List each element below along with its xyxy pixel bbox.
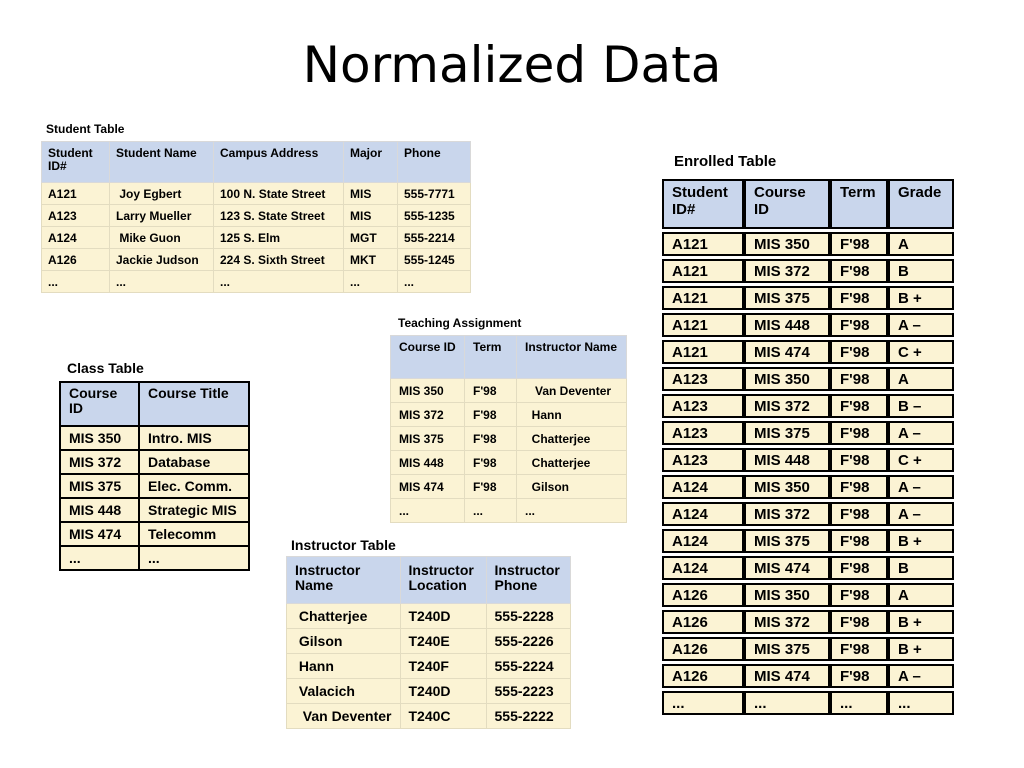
column-header: Instructor Name — [517, 336, 627, 379]
table-row — [42, 271, 471, 293]
table-row — [60, 546, 249, 570]
table-cell: C + — [888, 340, 954, 364]
table-cell: F'98 — [465, 451, 517, 475]
table-cell: MIS 372 — [744, 394, 830, 418]
table-row — [662, 556, 954, 580]
table-cell: MIS 474 — [391, 475, 465, 499]
table-cell: A – — [888, 313, 954, 337]
table-row — [662, 502, 954, 526]
table-row — [662, 340, 954, 364]
table-row — [662, 286, 954, 310]
table-cell: ... — [465, 499, 517, 523]
table-row — [60, 474, 249, 498]
table-cell: MIS 350 — [744, 367, 830, 391]
table-cell: T240D — [400, 604, 486, 629]
table-cell: Mike Guon — [110, 227, 214, 249]
table-cell: F'98 — [830, 583, 888, 607]
table-cell: A – — [888, 664, 954, 688]
column-header: Grade — [888, 179, 954, 229]
table-cell: B + — [888, 610, 954, 634]
table-cell: 555-2226 — [486, 629, 570, 654]
table-header-row — [662, 179, 954, 229]
table-cell: F'98 — [830, 232, 888, 256]
table-cell: Gilson — [287, 629, 401, 654]
table-cell: MIS 350 — [391, 379, 465, 403]
table-cell: MIS 448 — [744, 313, 830, 337]
table-cell: ... — [830, 691, 888, 715]
table-header-row — [60, 382, 249, 426]
table-row — [662, 367, 954, 391]
table-row — [42, 249, 471, 271]
table-cell: ... — [139, 546, 249, 570]
table-cell: A – — [888, 475, 954, 499]
table-cell: MIS 372 — [60, 450, 139, 474]
table-cell: A126 — [662, 637, 744, 661]
table-cell: A121 — [662, 232, 744, 256]
table-cell: F'98 — [830, 448, 888, 472]
column-header: Course ID — [391, 336, 465, 379]
table-cell: A123 — [662, 448, 744, 472]
table-cell: F'98 — [830, 313, 888, 337]
teaching-assignment-caption: Teaching Assignment — [398, 316, 522, 330]
column-header: Student Name — [110, 142, 214, 183]
table-cell: A124 — [662, 502, 744, 526]
table-cell: ... — [42, 271, 110, 293]
column-header: Course ID — [60, 382, 139, 426]
table-row — [662, 394, 954, 418]
table-cell: MIS 375 — [744, 421, 830, 445]
table-cell: MIS 372 — [391, 403, 465, 427]
table-cell: Intro. MIS — [139, 426, 249, 450]
table-row — [662, 259, 954, 283]
table-cell: MIS 448 — [391, 451, 465, 475]
table-cell: ... — [344, 271, 398, 293]
table-cell: 123 S. State Street — [214, 205, 344, 227]
table-cell: MIS 372 — [744, 259, 830, 283]
table-cell: MIS 372 — [744, 610, 830, 634]
table-cell: MIS 350 — [744, 232, 830, 256]
table-cell: Gilson — [517, 475, 627, 499]
table-cell: A124 — [662, 475, 744, 499]
table-cell: T240F — [400, 654, 486, 679]
table-cell: A123 — [662, 394, 744, 418]
table-row — [287, 679, 571, 704]
table-cell: ... — [398, 271, 471, 293]
table-cell: Van Deventer — [517, 379, 627, 403]
table-cell: F'98 — [830, 394, 888, 418]
table-cell: Database — [139, 450, 249, 474]
table-cell: ... — [888, 691, 954, 715]
column-header: Course Title — [139, 382, 249, 426]
table-cell: Telecomm — [139, 522, 249, 546]
table-cell: F'98 — [830, 475, 888, 499]
table-cell: MIS 375 — [744, 637, 830, 661]
table-cell: F'98 — [830, 556, 888, 580]
table-cell: B – — [888, 394, 954, 418]
table-cell: T240C — [400, 704, 486, 729]
table-cell: A124 — [42, 227, 110, 249]
table-cell: A123 — [662, 367, 744, 391]
table-cell: A — [888, 583, 954, 607]
table-cell: F'98 — [830, 340, 888, 364]
table-cell: MIS 474 — [60, 522, 139, 546]
table-cell: Larry Mueller — [110, 205, 214, 227]
table-cell: C + — [888, 448, 954, 472]
table-row — [662, 475, 954, 499]
table-cell: F'98 — [830, 259, 888, 283]
table-row — [391, 427, 627, 451]
table-cell: 555-2214 — [398, 227, 471, 249]
table-row — [662, 583, 954, 607]
table-row — [662, 610, 954, 634]
table-row — [60, 522, 249, 546]
table-cell: MGT — [344, 227, 398, 249]
table-cell: ... — [214, 271, 344, 293]
instructor-table — [286, 556, 571, 729]
table-cell: Strategic MIS — [139, 498, 249, 522]
table-cell: F'98 — [830, 529, 888, 553]
table-cell: F'98 — [465, 379, 517, 403]
slide-title: Normalized Data — [302, 36, 722, 94]
column-header: Campus Address — [214, 142, 344, 183]
table-cell: A123 — [42, 205, 110, 227]
column-header: Instructor Phone — [486, 557, 570, 604]
table-cell: MIS 375 — [60, 474, 139, 498]
table-cell: A123 — [662, 421, 744, 445]
table-cell: MIS — [344, 183, 398, 205]
table-cell: MIS 448 — [744, 448, 830, 472]
table-cell: Hann — [517, 403, 627, 427]
table-cell: F'98 — [465, 475, 517, 499]
table-cell: A121 — [662, 313, 744, 337]
table-row — [391, 475, 627, 499]
table-cell: Chatterjee — [287, 604, 401, 629]
table-cell: A124 — [662, 556, 744, 580]
table-header-row — [42, 142, 471, 183]
table-row — [42, 227, 471, 249]
table-cell: 555-7771 — [398, 183, 471, 205]
column-header: Term — [830, 179, 888, 229]
table-row — [60, 450, 249, 474]
table-row — [662, 421, 954, 445]
table-row — [662, 313, 954, 337]
student-table-caption: Student Table — [46, 122, 125, 136]
instructor-table-caption: Instructor Table — [291, 537, 396, 553]
table-cell: F'98 — [465, 427, 517, 451]
table-cell: MIS 474 — [744, 664, 830, 688]
table-cell: ... — [60, 546, 139, 570]
table-cell: 224 S. Sixth Street — [214, 249, 344, 271]
table-cell: B + — [888, 286, 954, 310]
table-cell: A — [888, 232, 954, 256]
table-row — [42, 205, 471, 227]
table-row — [662, 232, 954, 256]
table-cell: T240E — [400, 629, 486, 654]
column-header: Phone — [398, 142, 471, 183]
table-cell: F'98 — [830, 286, 888, 310]
table-cell: 555-2222 — [486, 704, 570, 729]
table-cell: F'98 — [830, 610, 888, 634]
table-row — [391, 451, 627, 475]
enrolled-table-caption: Enrolled Table — [674, 153, 777, 170]
table-cell: F'98 — [830, 367, 888, 391]
enrolled-table — [662, 176, 954, 718]
column-header: Student ID# — [662, 179, 744, 229]
column-header: Student ID# — [42, 142, 110, 183]
table-cell: 100 N. State Street — [214, 183, 344, 205]
table-cell: ... — [744, 691, 830, 715]
table-cell: Jackie Judson — [110, 249, 214, 271]
table-cell: MIS 474 — [744, 340, 830, 364]
table-cell: A126 — [662, 583, 744, 607]
table-cell: A – — [888, 502, 954, 526]
table-cell: 555-2228 — [486, 604, 570, 629]
table-cell: A121 — [662, 286, 744, 310]
table-cell: ... — [110, 271, 214, 293]
table-cell: F'98 — [830, 637, 888, 661]
table-cell: A121 — [42, 183, 110, 205]
table-cell: MIS 448 — [60, 498, 139, 522]
table-cell: MIS 372 — [744, 502, 830, 526]
table-cell: MIS 375 — [744, 529, 830, 553]
table-cell: Valacich — [287, 679, 401, 704]
table-row — [287, 629, 571, 654]
table-row — [287, 704, 571, 729]
column-header: Instructor Name — [287, 557, 401, 604]
table-cell: ... — [391, 499, 465, 523]
table-cell: 555-2224 — [486, 654, 570, 679]
table-cell: F'98 — [465, 403, 517, 427]
column-header: Instructor Location — [400, 557, 486, 604]
table-header-row — [391, 336, 627, 379]
table-cell: A126 — [662, 664, 744, 688]
table-cell: F'98 — [830, 502, 888, 526]
table-row — [391, 403, 627, 427]
column-header: Course ID — [744, 179, 830, 229]
class-table-caption: Class Table — [67, 360, 144, 376]
table-cell: ... — [517, 499, 627, 523]
table-cell: A121 — [662, 259, 744, 283]
table-cell: MIS 474 — [744, 556, 830, 580]
table-cell: MIS 375 — [744, 286, 830, 310]
table-cell: 555-1245 — [398, 249, 471, 271]
table-cell: B + — [888, 637, 954, 661]
table-cell: T240D — [400, 679, 486, 704]
table-cell: A126 — [662, 610, 744, 634]
table-cell: MIS 375 — [391, 427, 465, 451]
table-cell: B — [888, 556, 954, 580]
table-cell: MKT — [344, 249, 398, 271]
table-row — [662, 448, 954, 472]
table-cell: F'98 — [830, 421, 888, 445]
table-cell: A124 — [662, 529, 744, 553]
table-row — [391, 499, 627, 523]
table-row — [662, 691, 954, 715]
table-cell: MIS 350 — [744, 583, 830, 607]
table-cell: MIS 350 — [744, 475, 830, 499]
table-cell: B + — [888, 529, 954, 553]
table-cell: 125 S. Elm — [214, 227, 344, 249]
table-cell: 555-1235 — [398, 205, 471, 227]
table-header-row — [287, 557, 571, 604]
table-row — [662, 529, 954, 553]
student-table — [41, 141, 471, 293]
column-header: Term — [465, 336, 517, 379]
table-cell: A126 — [42, 249, 110, 271]
table-cell: F'98 — [830, 664, 888, 688]
table-cell: Joy Egbert — [110, 183, 214, 205]
table-cell: B — [888, 259, 954, 283]
table-row — [60, 426, 249, 450]
table-row — [662, 664, 954, 688]
table-cell: A – — [888, 421, 954, 445]
table-cell: Chatterjee — [517, 427, 627, 451]
table-row — [662, 637, 954, 661]
table-cell: Hann — [287, 654, 401, 679]
table-cell: Van Deventer — [287, 704, 401, 729]
table-cell: 555-2223 — [486, 679, 570, 704]
table-cell: A121 — [662, 340, 744, 364]
table-cell: A — [888, 367, 954, 391]
table-row — [42, 183, 471, 205]
table-row — [287, 604, 571, 629]
table-row — [391, 379, 627, 403]
table-cell: MIS 350 — [60, 426, 139, 450]
table-cell: MIS — [344, 205, 398, 227]
teaching-assignment-table — [390, 335, 627, 523]
class-table — [59, 381, 250, 571]
column-header: Major — [344, 142, 398, 183]
table-cell: Chatterjee — [517, 451, 627, 475]
table-cell: Elec. Comm. — [139, 474, 249, 498]
table-row — [287, 654, 571, 679]
table-row — [60, 498, 249, 522]
table-cell: ... — [662, 691, 744, 715]
